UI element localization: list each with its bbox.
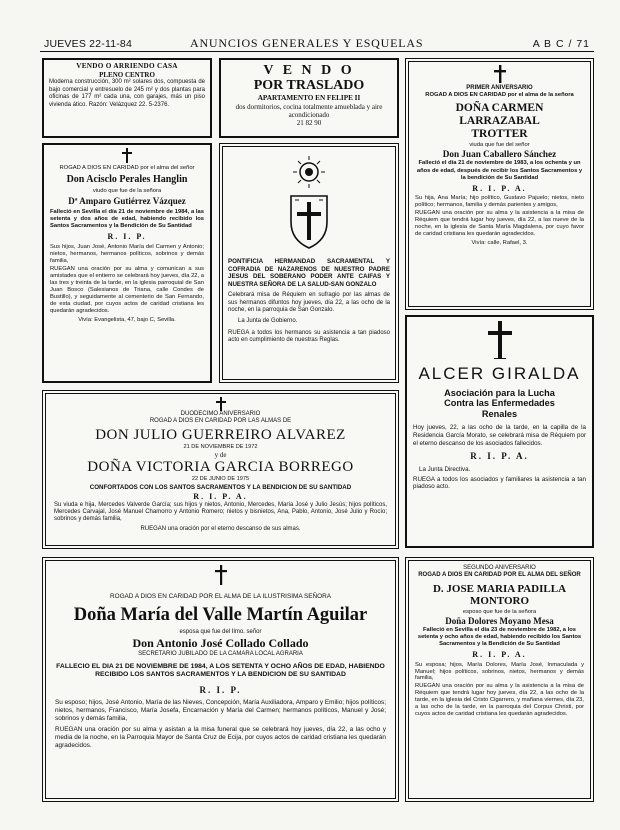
hermandad-emblem-icon [279, 150, 339, 256]
obit-perales-intro: ROGAD A DIOS EN CARIDAD por el alma del señor [59, 165, 195, 171]
cross-icon [216, 397, 226, 411]
ad-traslado-line1: V E N D O [263, 63, 355, 78]
obit-larrazabal-box [405, 58, 594, 310]
obit-martin-box [42, 557, 399, 802]
ad-hermandad-body1: Celebrará misa de Réquiem en sufragio por las almas de sus hermanos difuntos hoy jueves, día 22, a las ocho de la noche, en la parroquia de San Gonzalo. [228, 292, 390, 313]
obit-padilla-rip: R. I. P. A. [472, 649, 527, 659]
obit-guerreiro-comforted: CONFORTADOS CON LOS SANTOS SACRAMENTOS Y LA BENDICION DE SU SANTIDAD [89, 484, 352, 492]
obit-alcer-sub3: Renales [481, 408, 518, 419]
obit-larrazabal-intro1: PRIMER ANIVERSARIO [466, 85, 533, 91]
ad-traslado-box [219, 58, 399, 138]
header-section: ANUNCIOS GENERALES Y ESQUELAS [190, 36, 424, 50]
obit-guerreiro-date1: 21 DE NOVIEMBRE DE 1972 [183, 443, 258, 450]
ad-hermandad-signature: La Junta de Gobierno. [238, 318, 298, 325]
cross-icon [494, 65, 506, 83]
obit-padilla-ruegan: RUEGAN una oración por su alma y la asistencia a la misa de Réquiem que tendrá lugar hoy jueves, día 22, a las ocho de la tarde, en la iglesia del Cristo Cigarrero, y mañana viernes, día 23, a las ocho de la tarde, en la parroquia del Corpus Christi, por cuyos actos de caridad cristiana les quedarán agradecidos. [415, 683, 584, 718]
obit-larrazabal-intro2: ROGAD A DIOS EN CARIDAD por el alma de la señora [425, 92, 574, 99]
obit-larrazabal-widow: Don Juan Caballero Sánchez [442, 149, 557, 160]
obit-alcer-box [405, 315, 594, 548]
obit-guerreiro-name1: DON JULIO GUERREIRO ALVAREZ [95, 426, 346, 443]
obit-guerreiro-rip: R. I. P. A. [193, 491, 248, 501]
obit-guerreiro-box [42, 390, 399, 549]
ad-hermandad-box [219, 143, 399, 383]
obit-martin-title: SECRETARIO JUBILADO DE LA CAMARA LOCAL AGRARIA [138, 650, 303, 657]
ad-sale-title: VENDO O ARRIENDO CASA [76, 62, 178, 70]
obit-martin-name: Doña María del Valle Martín Aguilar [73, 604, 368, 625]
ad-hermandad-title: PONTIFICIA HERMANDAD SACRAMENTAL Y COFRADIA DE NAZARENOS DE NUESTRO PADRE JESUS DEL SOBERANO PODER ANTE CAIFAS Y NUESTRA SEÑORA DE LA SALUD-SAN GONZALO [228, 258, 390, 288]
obit-padilla-intro2: ROGAD A DIOS EN CARIDAD POR EL ALMA DEL SEÑOR [418, 572, 581, 579]
obit-guerreiro-intro2: ROGAD A DIOS EN CARIDAD POR LAS ALMAS DE [149, 418, 292, 425]
obit-martin-ruegan: RUEGAN una oración por su alma y asistan a la misa funeral que se celebrará hoy jueves, día 22, a las ocho y media de la noche, en la Parroquia Mayor de Santa Cruz de Ecija, por cuyos actos de caridad cristiana les quedarán agradecidos. [55, 725, 386, 749]
obit-martin-widow-intro: esposa que fue del Ilmo. señor [179, 629, 262, 636]
obit-padilla-intro1: SEGUNDO ANIVERSARIO [463, 565, 536, 571]
obit-padilla-name1: D. JOSE MARIA PADILLA [432, 582, 567, 595]
ad-sale-subtitle: PLENO CENTRO [99, 70, 155, 79]
obit-alcer-title: ALCER GIRALDA [418, 364, 581, 383]
obit-larrazabal-address: Vivía: calle, Rafael, 3. [471, 240, 528, 247]
obit-perales-address: Vivía: Evangelista, 47, bajo C, Sevilla. [78, 316, 176, 323]
obit-guerreiro-intro1: DUODECIMO ANIVERSARIO [180, 411, 261, 417]
obit-martin-family: Su esposo; hijos, José Antonio, María de las Nieves, Concepción, María Auxiliadora, Amparo y Emilio; hijos políticos; nietos, hermanos, Francisco, María Josefa, Encarnación y María del Carmen; hermanos políticos, Manuel y José; sobrinos y demás familia, [55, 698, 386, 722]
obit-alcer-sub2: Contra las Enfermedades [444, 398, 555, 409]
obit-martin-intro: ROGAD A DIOS EN CARIDAD POR EL ALMA DE LA ILUSTRISIMA SEÑORA [109, 593, 331, 600]
obit-perales-box [42, 143, 212, 383]
cross-icon [215, 565, 227, 585]
obit-guerreiro-date2: 22 DE JUNIO DE 1975 [191, 476, 250, 483]
obit-perales-death: Falleció en Sevilla el día 21 de noviembre de 1984, a las setenta y dos años de edad, habiendo recibido los Santos Sacramentos y la Bendición de Su Santidad [50, 209, 204, 230]
obit-larrazabal-name2: TROTTER [471, 127, 528, 140]
obit-alcer-ruega: RUEGA a todos los asociados y familiares la asistencia a tan piadoso acto. [413, 475, 586, 491]
ad-traslado-line2: POR TRASLADO [253, 78, 365, 93]
obit-alcer-rip: R. I. P. A. [470, 451, 529, 462]
obit-larrazabal-rip: R. I. P. A. [472, 183, 527, 193]
obit-larrazabal-ruegan: RUEGAN una oración por su alma y la asistencia a la misa de Réquiem que tendrá lugar hoy jueves, día 22, a las nueve de la noche, en la iglesia de Santa María Magdalena, por cuyo favor de caridad cristiana les quedarán agradecidos. [415, 210, 584, 238]
obit-padilla-death: Falleció en Sevilla el día 23 de noviembre de 1982, a los setenta y ocho años de edad, habiendo recibido los Santos Sacramentos y la Bendición de Su Santidad [417, 626, 582, 647]
obit-perales-family: Sus hijos, Juan José, Antonio María del Carmen y Antonio; nietos, hermanos, hermanos políticos, sobrinos y demás familia, [50, 244, 204, 265]
cross-icon [122, 148, 132, 163]
obit-guerreiro-ruegan: RUEGAN una oración por el eterno descanso de sus almas. [140, 525, 301, 532]
cross-icon [488, 321, 512, 359]
obit-padilla-family: Su esposa; hijos, María Dolores, María José, Inmaculada y Manuel; hijos políticos, sobrinos, nietos, hermanos y demás familia, [415, 661, 584, 682]
ad-traslado-phone: 21 82 90 [296, 119, 322, 128]
obit-perales-widow: Dª Amparo Gutiérrez Vázquez [68, 196, 186, 207]
obit-guerreiro-family: Su viuda e hija, Mercedes Valverde García; sus hijos y nietos, Antonio, Mercedes, María José y Julio Jesús; hijos políticos, Mercedes Carvajal, José Manuel Chamorro y Antonio Romero; nietos y bisnietos, Ana, Pablo, Antonio, José Julio y Rocío; sobrinos y demás familia, [54, 501, 387, 523]
ad-traslado-line3: APARTAMENTO EN FELIPE II [257, 94, 361, 103]
obit-perales-widow-intro: viudo que fue de la señora [92, 188, 162, 195]
obit-guerreiro-and: y de [214, 450, 227, 459]
obit-alcer-body: Hoy jueves, 22, a las ocho de la tarde, en la capilla de la Residencia García Morato, se celebrará misa de Réquiem por el eterno descanso de los asociados fallecidos. [413, 424, 586, 447]
obit-padilla-widow: Doña Dolores Moyano Mesa [445, 615, 554, 626]
obit-perales-ruegan: RUEGAN una oración por su alma y comunican a sus amistades que el entierro se celebrará hoy jueves, día 22, a las tres y treinta de la tarde, en la iglesia parroquial de San Juan Bosco (Salesianos de Triana, calle Condes de Bustillo), y seguidamente al cementerio de San Fernando, de esta ciudad, por cuyos actos de caridad cristiana les quedarán agradecidos. [50, 265, 204, 314]
header-date: JUEVES 22-11-84 [44, 38, 133, 50]
obit-martin-rip: R. I. P. [199, 684, 242, 695]
obit-larrazabal-name1: DOÑA CARMEN LARRAZABAL [455, 102, 544, 128]
obit-perales-rip: R. I. P. [107, 232, 147, 242]
obit-padilla-box [405, 557, 594, 802]
obit-perales-name: Don Acisclo Perales Hanglin [66, 174, 188, 186]
obit-padilla-name2: MONTORO [469, 594, 530, 607]
header-page: A B C / 71 [532, 38, 590, 50]
obit-larrazabal-death: Falleció el día 21 de noviembre de 1983, a los ochenta y un años de edad, después de recibir los Santos Sacramentos y la bendición de Su Santidad [416, 160, 583, 181]
obit-martin-death: FALLECIO EL DIA 21 DE NOVIEMBRE DE 1984, A LOS SETENTA Y OCHO AÑOS DE EDAD, HABIENDO RECIBIDO LOS SANTOS SACRAMENTOS Y LA BENDICION DE SU SANTIDAD [56, 663, 385, 679]
ad-hermandad-body2: RUEGA a todos los hermanos su asistencia a tan piadoso acto en cumplimiento de nuestras Reglas. [228, 329, 390, 343]
obit-alcer-sub1: Asociación para la Lucha [444, 387, 555, 398]
ad-sale-box [42, 58, 212, 138]
obit-alcer-signature: La Junta Directiva. [419, 466, 471, 474]
obit-padilla-widow-intro: esposo que fue de la señora [462, 608, 537, 615]
obit-larrazabal-family: Su hija, Ana María; hijo político, Gustavo Pajuelo; nietos, nieto político; hermanos, familia y demás parientes y amigos, [415, 195, 584, 209]
obit-martin-widow: Don Antonio José Collado Collado [132, 636, 309, 651]
header-rule [40, 51, 594, 52]
obit-guerreiro-name2: DOÑA VICTORIA GARCIA BORREGO [87, 459, 354, 476]
ad-traslado-body: dos dormitorios, cocina totalmente amueblada y aire acondicionado [235, 103, 383, 120]
obit-larrazabal-widow-intro: viuda que fue del señor [469, 142, 530, 149]
ad-sale-body: Moderna construcción, 300 m² solares dos, compuesta de bajo comercial y entresuelo de 245 m² y dos plantas para oficinas de 177 m² cada una, con garajes, más un piso vivienda ático. Razón: Velázquez 22. 5-2376. [49, 79, 205, 108]
